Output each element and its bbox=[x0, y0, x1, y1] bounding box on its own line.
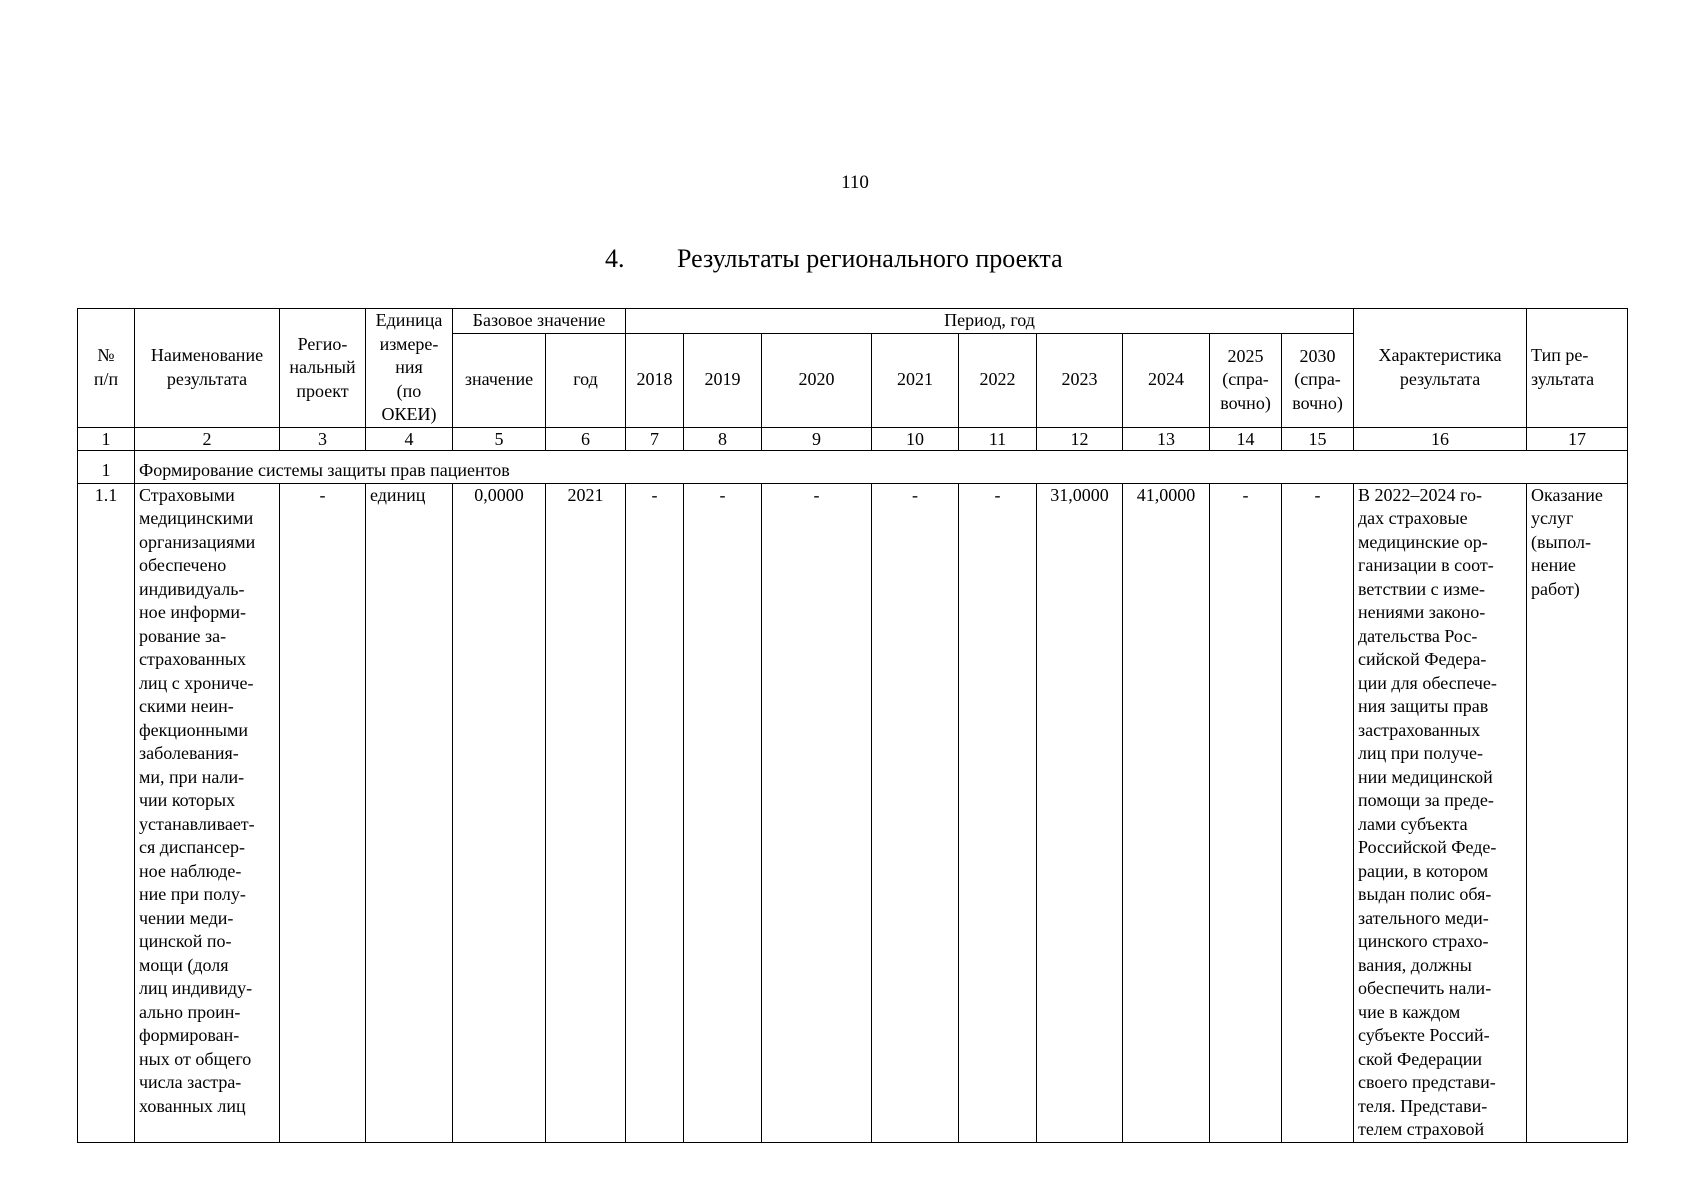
row-value: - bbox=[872, 483, 959, 1142]
header-name: Наименование результата bbox=[135, 309, 280, 428]
header-type: Тип ре- зультата bbox=[1527, 309, 1628, 428]
header-year: 2019 bbox=[684, 333, 762, 427]
column-number: 16 bbox=[1354, 427, 1527, 450]
column-number: 9 bbox=[762, 427, 872, 450]
row-value: - bbox=[1210, 483, 1282, 1142]
column-number: 2 bbox=[135, 427, 280, 450]
column-number: 4 bbox=[366, 427, 453, 450]
column-number: 11 bbox=[959, 427, 1037, 450]
row-characteristic: В 2022–2024 го- дах страховые медицинские ор- ганизации в соот- ветствии с изме- нениями законо- дательства Рос- сийской Федера- ции для обеспече- ния защиты прав застрахованных лиц при получе- нии медицинской помощи за преде- лами субъекта Российской Феде- рации, в котором выдан полис обя- зательного меди- цинского страхо- вания, должны обеспечить нали- чие в каждом субъекте Россий- ской Федерации своего представи- теля. Представи- телем страховой bbox=[1354, 483, 1527, 1142]
row-type: Оказание услуг (выпол- нение работ) bbox=[1527, 483, 1628, 1142]
header-row bbox=[78, 309, 1628, 334]
section-row-title: Формирование системы защиты прав пациентов bbox=[135, 450, 1628, 483]
header-num: № п/п bbox=[78, 309, 135, 428]
header-year: 2022 bbox=[959, 333, 1037, 427]
header-unit: Единица измере- ния (по ОКЕИ) bbox=[366, 309, 453, 428]
header-year: 2030 (спра- вочно) bbox=[1282, 333, 1354, 427]
column-number: 6 bbox=[546, 427, 626, 450]
header-year: 2023 bbox=[1037, 333, 1123, 427]
row-value: - bbox=[762, 483, 872, 1142]
header-year: 2024 bbox=[1123, 333, 1210, 427]
section-row-num: 1 bbox=[78, 450, 135, 483]
section-row bbox=[78, 450, 1628, 483]
page-number: 110 bbox=[841, 172, 869, 193]
header-project: Регио- нальный проект bbox=[280, 309, 366, 428]
row-unit: единиц bbox=[366, 483, 453, 1142]
column-number: 5 bbox=[453, 427, 546, 450]
column-number: 17 bbox=[1527, 427, 1628, 450]
column-number-row bbox=[78, 427, 1628, 450]
header-base-year: год bbox=[546, 333, 626, 427]
row-value: - bbox=[959, 483, 1037, 1142]
row-value: - bbox=[684, 483, 762, 1142]
column-number: 15 bbox=[1282, 427, 1354, 450]
column-number: 12 bbox=[1037, 427, 1123, 450]
table-row bbox=[78, 483, 1628, 1142]
results-table bbox=[77, 308, 1628, 1143]
row-num: 1.1 bbox=[78, 483, 135, 1142]
section-number: 4. bbox=[605, 244, 625, 273]
column-number: 3 bbox=[280, 427, 366, 450]
header-year: 2021 bbox=[872, 333, 959, 427]
column-number: 8 bbox=[684, 427, 762, 450]
header-period: Период, год bbox=[626, 309, 1354, 334]
row-value: 41,0000 bbox=[1123, 483, 1210, 1142]
column-number: 1 bbox=[78, 427, 135, 450]
header-base: Базовое значение bbox=[453, 309, 626, 334]
row-name: Страховыми медицинскими организациями обеспечено индивидуаль- ное информи- рование за- страхованных лиц с хрониче- скими неин- фекционными заболевания- ми, при нали- чии которых устанавливает- ся диспансер- ное наблюде- ние при полу- чении меди- цинской по- мощи (доля лиц индивиду- ально проин- формирован- ных от общего числа застра- хованных лиц bbox=[135, 483, 280, 1142]
header-year: 2025 (спра- вочно) bbox=[1210, 333, 1282, 427]
section-title: Результаты регионального проекта bbox=[677, 244, 1063, 273]
column-number: 7 bbox=[626, 427, 684, 450]
row-base-year: 2021 bbox=[546, 483, 626, 1142]
row-value: 31,0000 bbox=[1037, 483, 1123, 1142]
header-year: 2018 bbox=[626, 333, 684, 427]
row-value: - bbox=[1282, 483, 1354, 1142]
row-base-value: 0,0000 bbox=[453, 483, 546, 1142]
column-number: 13 bbox=[1123, 427, 1210, 450]
row-value: - bbox=[626, 483, 684, 1142]
header-base-value: значение bbox=[453, 333, 546, 427]
column-number: 10 bbox=[872, 427, 959, 450]
column-number: 14 bbox=[1210, 427, 1282, 450]
header-year: 2020 bbox=[762, 333, 872, 427]
row-project: - bbox=[280, 483, 366, 1142]
header-characteristic: Характеристика результата bbox=[1354, 309, 1527, 428]
section-heading bbox=[605, 244, 1063, 274]
